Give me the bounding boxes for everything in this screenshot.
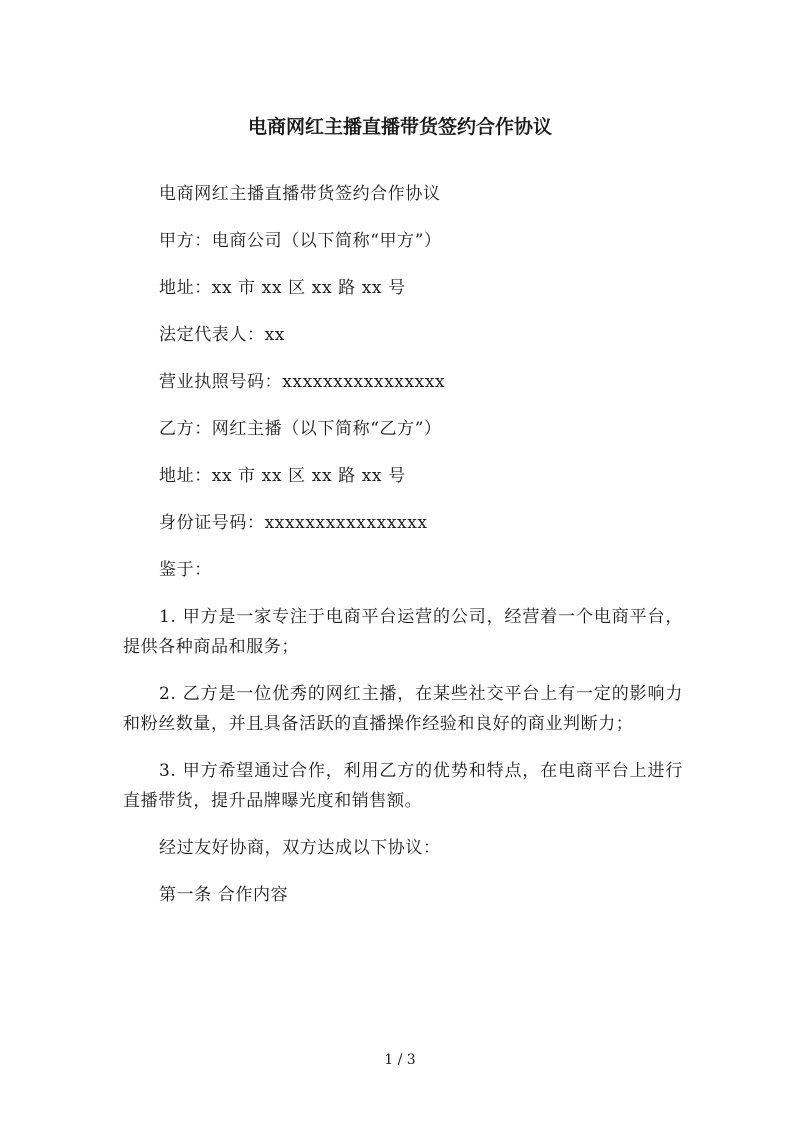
paragraph-subtitle: 电商网红主播直播带货签约合作协议 [159, 184, 441, 204]
paragraph-agreement-intro: 经过友好协商，双方达成以下协议： [159, 838, 441, 858]
paragraph-recital-1: 1. 甲方是一家专注于电商平台运营的公司，经营着一个电商平台，提供各种商品和服务； [123, 607, 683, 657]
paragraph-article-1-heading: 第一条 合作内容 [159, 885, 289, 905]
page-number: 1 / 3 [384, 1052, 416, 1068]
paragraph-whereas: 鉴于： [159, 560, 212, 580]
paragraph-legal-representative: 法定代表人：xx [159, 325, 285, 345]
paragraph-recital-2: 2. 乙方是一位优秀的网红主播，在某些社交平台上有一定的影响力和粉丝数量，并且具备活跃的直播操作经验和良好的商业判断力； [123, 684, 683, 734]
paragraph-party-a-address: 地址：xx 市 xx 区 xx 路 xx 号 [159, 278, 406, 298]
paragraph-party-b-address: 地址：xx 市 xx 区 xx 路 xx 号 [159, 466, 406, 486]
document-body [123, 179, 683, 910]
paragraph-recital-3: 3. 甲方希望通过合作，利用乙方的优势和特点，在电商平台上进行直播带货，提升品牌曝光度和销售额。 [123, 761, 683, 811]
paragraph-party-b: 乙方：网红主播（以下简称“乙方”） [159, 419, 442, 439]
paragraph-id-number: 身份证号码：xxxxxxxxxxxxxxxx [159, 513, 428, 533]
document-title: 电商网红主播直播带货签约合作协议 [247, 116, 552, 138]
paragraph-party-a: 甲方：电商公司（以下简称“甲方”） [159, 231, 442, 251]
paragraph-business-license: 营业执照号码：xxxxxxxxxxxxxxxx [159, 372, 446, 392]
